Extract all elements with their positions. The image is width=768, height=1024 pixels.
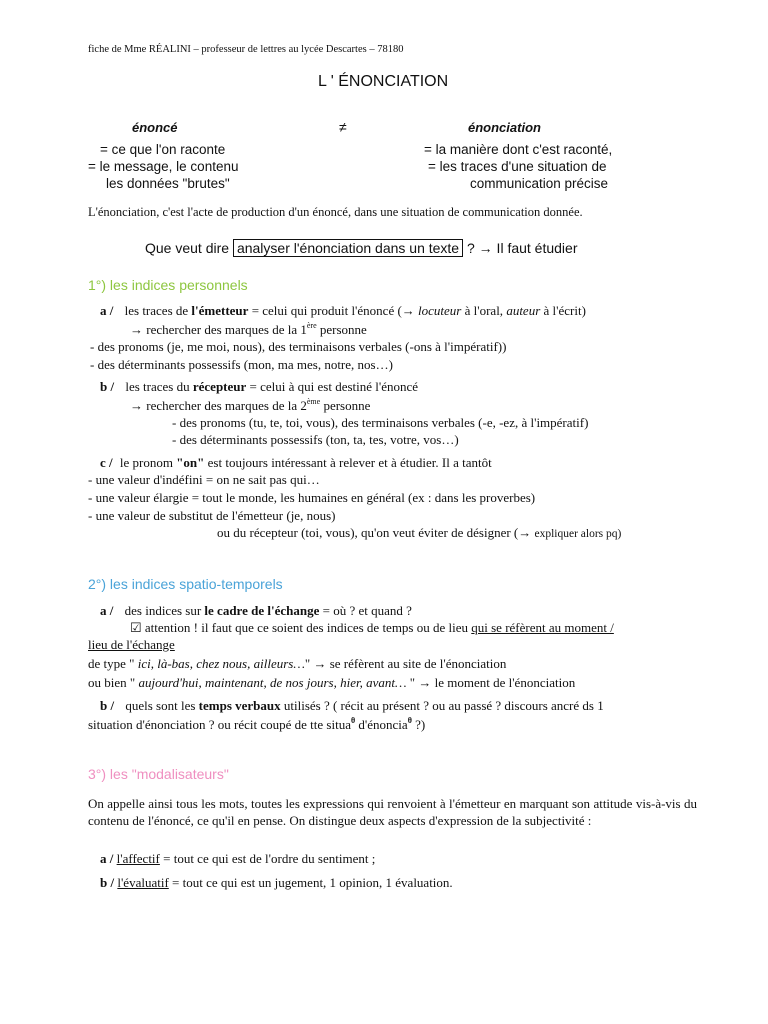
s1-b-t1: les traces du: [125, 379, 193, 394]
s1-b-recepteur: récepteur: [192, 379, 247, 394]
s3-paragraph: On appelle ainsi tous les mots, toutes les expressions qui renvoient à l'émetteur en marquant son attitude vis-à-vis du contenu de l'énoncé, ce qu'il en pense. On distingue deux aspects d'expression de la subjectivité :: [88, 796, 697, 828]
s2-a-cadre: le cadre de l'échange: [204, 603, 320, 618]
enonce-line-2: = le message, le contenu: [88, 159, 239, 174]
s1-a-label: a /: [100, 303, 114, 318]
s2-b-t1: quels sont les: [125, 698, 199, 713]
s3-a-line: [100, 851, 375, 867]
definition-text: L'énonciation, c'est l'acte de production d'un énoncé, dans une situation de communication donnée.: [88, 205, 583, 219]
s2-a-label: a /: [100, 603, 114, 618]
s1-a-t1: les traces de: [124, 303, 192, 318]
s2-a-type1-a: de type ": [88, 656, 138, 671]
s1-b-item-2: - des déterminants possessifs (ton, ta, tes, votre, vos…): [172, 432, 459, 447]
s1-c-item-1: - une valeur d'indéfini = on ne sait pas qui…: [88, 472, 320, 487]
enonce-line-1: = ce que l'on raconte: [100, 142, 226, 157]
s1-a-sup: ère: [306, 320, 317, 330]
s1-a-item-1: - des pronoms (je, me moi, nous), des terminaisons verbales (-ons à l'impératif)): [90, 339, 507, 354]
s1-c-item-2: - une valeur élargie = tout le monde, les humaines en général (ex : dans les proverbes): [88, 490, 536, 505]
s3-a-def: = tout ce qui est de l'ordre du sentiment ;: [159, 851, 376, 866]
s3-b-def: = tout ce qui est un jugement, 1 opinion, 1 évaluation.: [168, 875, 453, 890]
s2-b-sup2: θ: [407, 715, 412, 725]
s2-b-sup1: θ: [350, 715, 356, 725]
s2-a-attention-underlined-1: qui se réfèrent au moment /: [471, 620, 614, 635]
s1-c-t3: est toujours intéressant à relever et à étudier. Il a tantôt: [204, 455, 492, 470]
s1-a-t5: à l'oral,: [461, 303, 507, 318]
s2-a-line: [100, 603, 412, 619]
s2-a-t1: des indices sur: [124, 603, 205, 618]
s2-a-type1-b: " → se réfèrent au site de l'énonciation: [304, 656, 507, 671]
question-line: [145, 240, 578, 256]
s2-a-attention-1: [130, 620, 614, 636]
s1-c-last-text: ou du récepteur (toi, vous), qu'on veut éviter de désigner (→: [217, 525, 535, 540]
enonciation-heading: énonciation: [468, 120, 541, 135]
s2-b-label: b /: [100, 698, 115, 713]
s2-a-attention-2: lieu de l'échange: [88, 637, 175, 652]
s1-a-search: [130, 322, 367, 338]
s1-b-label: b /: [100, 379, 115, 394]
s2-a-type-1: [88, 656, 506, 672]
s3-b-label: b /: [100, 875, 118, 890]
enonciation-line-2: = les traces d'une situation de: [428, 159, 607, 174]
s1-a-search-text: → rechercher des marques de la 1: [130, 322, 307, 337]
s1-b-line: [100, 379, 418, 395]
s2-a-type2-a: ou bien ": [88, 675, 139, 690]
s1-b-search-end: personne: [320, 398, 371, 413]
s1-c-line: [100, 455, 492, 471]
enonciation-line-3: communication précise: [470, 176, 609, 191]
page-title: L ' ÉNONCIATION: [318, 73, 449, 90]
enonce-line-3: les données "brutes": [106, 176, 230, 191]
s2-a-attention-text: attention ! il faut que ce soient des indices de temps ou de lieu: [141, 620, 472, 635]
s2-b-line: [100, 698, 604, 714]
s1-a-auteur: auteur: [506, 303, 541, 318]
s2-b-l2c: ?): [411, 717, 426, 732]
s2-b-t3: utilisés ? ( récit au présent ? ou au passé ? discours ancré ds 1: [280, 698, 604, 713]
section-1-title: 1°) les indices personnels: [88, 277, 248, 293]
enonce-heading: énoncé: [132, 120, 178, 135]
s3-b-term: l'évaluatif: [117, 875, 169, 890]
s2-b-line-2: [88, 717, 425, 733]
s1-a-t3: = celui qui produit l'énoncé (→: [248, 303, 419, 318]
enonciation-line-1: = la manière dont c'est raconté,: [424, 142, 613, 157]
question-prefix: Que veut dire: [145, 240, 233, 256]
s1-c-item-3: - une valeur de substitut de l'émetteur (je, nous): [88, 508, 336, 523]
s2-b-temps: temps verbaux: [198, 698, 281, 713]
s1-a-line: [100, 303, 586, 319]
s1-a-locuteur: locuteur: [418, 303, 462, 318]
s1-a-search-end: personne: [316, 322, 367, 337]
s2-a-type1-i: ici, là-bas, chez nous, ailleurs…: [137, 656, 305, 671]
question-suffix: ? → Il faut étudier: [463, 240, 578, 256]
section-3-title: 3°) les "modalisateurs": [88, 766, 229, 782]
page-header: fiche de Mme RÉALINI – professeur de lettres au lycée Descartes – 78180: [88, 44, 404, 55]
question-boxed: analyser l'énonciation dans un texte: [233, 239, 463, 257]
s2-a-type2-b: " → le moment de l'énonciation: [406, 675, 576, 690]
s1-c-t1: le pronom: [119, 455, 177, 470]
s2-a-type2-i: aujourd'hui, maintenant, de nos jours, hier, avant…: [138, 675, 407, 690]
s1-b-t3: = celui à qui est destiné l'énoncé: [246, 379, 419, 394]
s1-c-last-small: expliquer alors pq): [534, 528, 622, 540]
not-equal-sign: ≠: [339, 119, 347, 135]
s2-a-type-2: [88, 675, 575, 691]
section-2-title: 2°) les indices spatio-temporels: [88, 576, 283, 592]
s1-b-sup: ème: [306, 396, 321, 406]
s1-a-emetteur: l'émetteur: [191, 303, 249, 318]
s3-a-label: a /: [100, 851, 117, 866]
s3-b-line: [100, 875, 453, 891]
s1-a-t7: à l'écrit): [540, 303, 586, 318]
checkbox-icon: ☑: [130, 620, 142, 635]
s2-a-t3: = où ? et quand ?: [319, 603, 412, 618]
s1-b-item-1: - des pronoms (tu, te, toi, vous), des terminaisons verbales (-e, -ez, à l'impératif): [172, 415, 589, 430]
s1-c-last: [217, 525, 621, 541]
s1-c-label: c /: [100, 455, 113, 470]
s1-b-search: [130, 398, 370, 414]
s1-c-on: "on": [176, 455, 205, 470]
s2-b-l2b: d'énoncia: [355, 717, 408, 732]
s1-b-search-text: → rechercher des marques de la 2: [130, 398, 307, 413]
s1-a-item-2: - des déterminants possessifs (mon, ma mes, notre, nos…): [90, 357, 393, 372]
s2-b-l2a: situation d'énonciation ? ou récit coupé de tte situa: [88, 717, 351, 732]
s3-a-term: l'affectif: [116, 851, 160, 866]
